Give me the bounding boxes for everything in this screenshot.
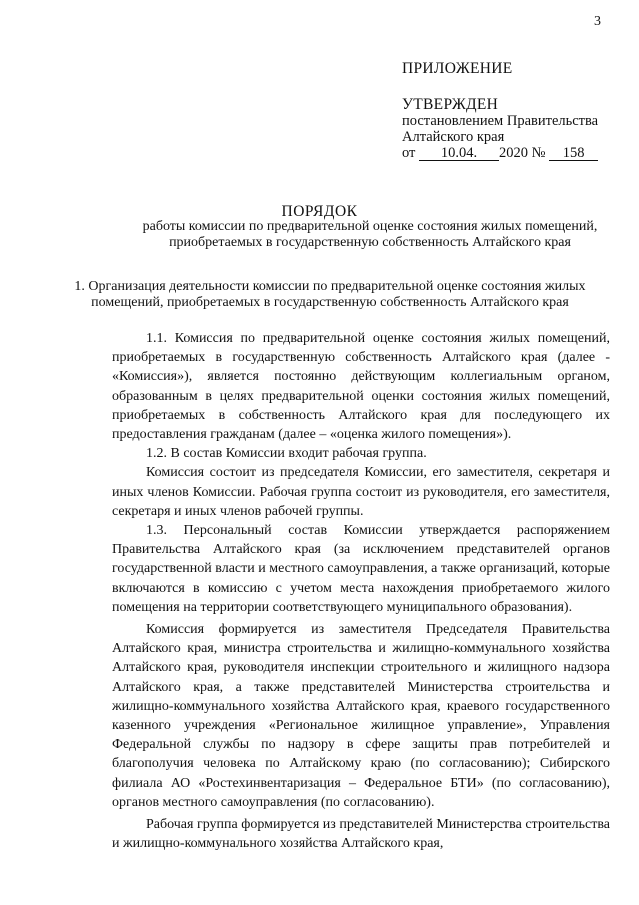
document-subtitle: работы комиссии по предварительной оценке состояния жилых помещений, приобретаемых в государственную собственность Алтайского края <box>142 219 598 250</box>
document-title: ПОРЯДОК <box>281 203 358 220</box>
year-number-label: 2020 № <box>499 145 546 161</box>
paragraph: 1.1. Комиссия по предварительной оценке состояния жилых помещений, приобретаемых в государственную собственность Алтайского края (далее - «Комиссия»), является постоянно действующим коллегиальным органом, образованным в целях предварительной оценки состояния жилых помещений, приобретаемых в собственность Алтайского края для последующего их предоставления гражданам (далее – «оценка жилого помещения»). <box>112 331 610 443</box>
approved-label: УТВЕРЖДЕН <box>402 96 499 113</box>
approval-date-line <box>402 145 598 161</box>
paragraph: 1.3. Персональный состав Комиссии утверждается распоряжением Правительства Алтайского края (за исключением представителей органов государственной власти и местного самоуправления, а также организаций, которые включаются в комиссию с учетом места нахождения приобретаемого жилого помещения на территории соответствующего муниципального образования). <box>112 523 610 615</box>
date-value: 10.04. <box>419 146 499 161</box>
approval-line-1: постановлением Правительства <box>402 113 599 129</box>
paragraph: Комиссия формируется из заместителя Председателя Правительства Алтайского края, министра строительства и жилищно-коммунального хозяйства Алтайского края, руководителя инспекции строительного и жилищного надзора Алтайского края, а также представителей Министерства строительства и жилищно-коммунального хозяйства Алтайского края, краевого государственного казенного учреждения «Региональное жилищное управление», Управления Федеральной службы по надзору в сфере защиты прав потребителей и благополучия человека по Алтайскому краю (по согласованию); Сибирского филиала АО «Ростехинвентаризация – Федеральное БТИ» (по согласованию), органов местного самоуправления (по согласованию). <box>112 622 610 810</box>
paragraph: Рабочая группа формируется из представителей Министерства строительства и жилищно-коммунального хозяйства Алтайского края, <box>112 817 610 852</box>
decree-number: 158 <box>549 146 598 161</box>
date-prefix: от <box>402 145 416 161</box>
section-heading: 1. Организация деятельности комиссии по предварительной оценке состояния жилых помещений, приобретаемых в государственную собственность Алтайского края <box>74 279 586 310</box>
appendix-label: ПРИЛОЖЕНИЕ <box>402 60 513 77</box>
approval-line-2: Алтайского края <box>402 129 505 145</box>
paragraph: 1.2. В состав Комиссии входит рабочая группа. <box>146 446 427 462</box>
document-body <box>112 329 610 853</box>
approval-block <box>402 97 598 161</box>
paragraph: Комиссия состоит из председателя Комиссии, его заместителя, секретаря и иных членов Комиссии. Рабочая группа состоит из руководителя, его заместителя, секретаря и иных членов рабочей группы. <box>112 465 610 519</box>
page-number: 3 <box>594 14 601 29</box>
